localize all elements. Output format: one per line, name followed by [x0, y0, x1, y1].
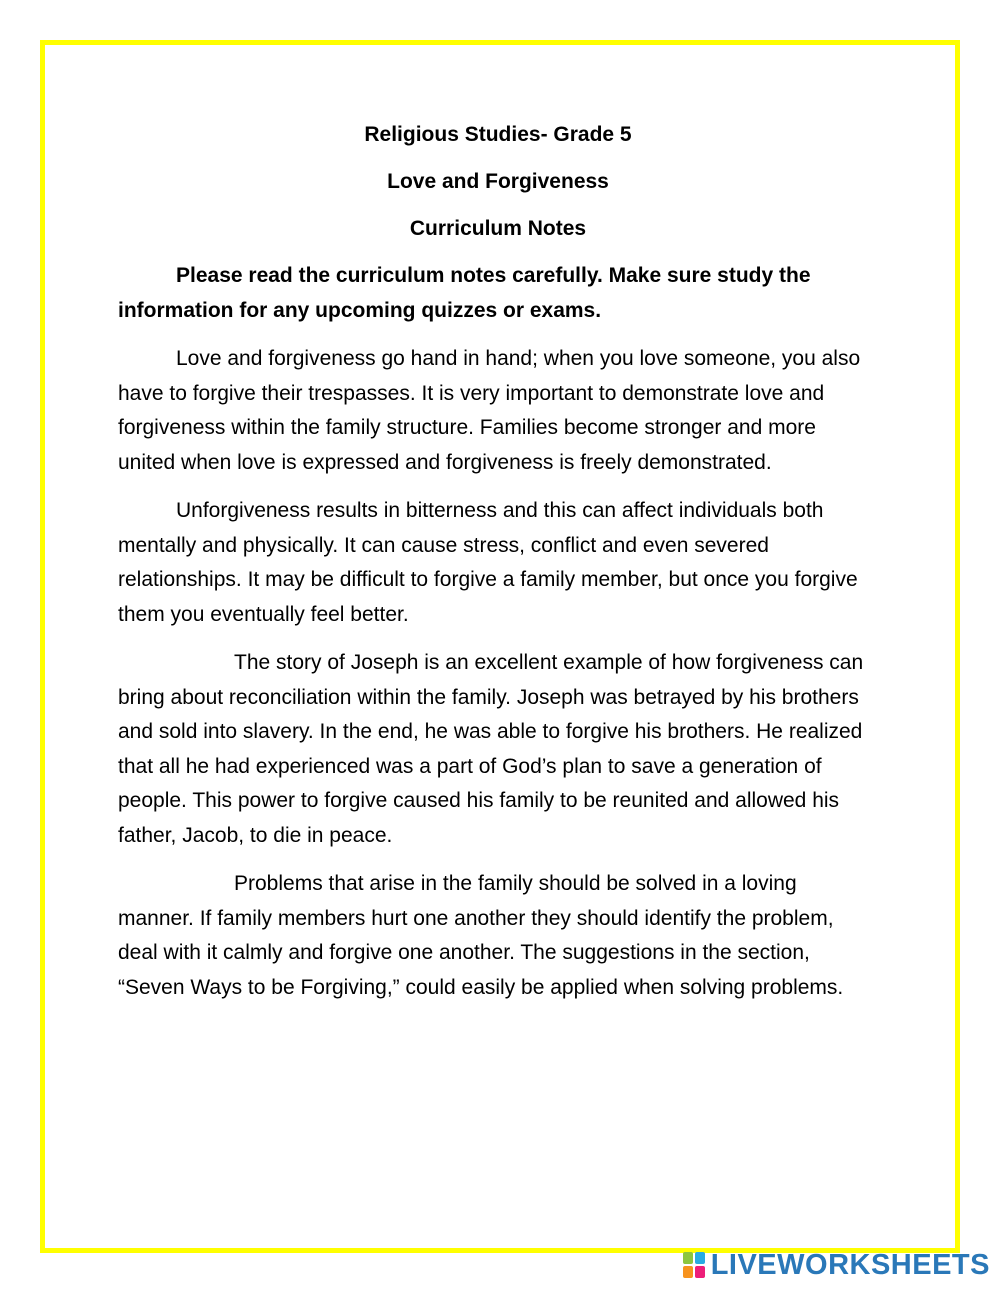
topic-title: Love and Forgiveness [387, 170, 609, 193]
logo-square-blue [695, 1252, 705, 1264]
paragraph-joseph-story: The story of Joseph is an excellent example of how forgiveness can bring about reconciliation within the family. Joseph was betrayed by his brothers and sold into slavery. In the end, he was able to forgive his brothers. He realized that all he had experienced was a part of God’s plan to save a generation of people. This power to forgive caused his family to be reunited and allowed his father, Jacob, to die in peace. [118, 651, 864, 847]
paragraph-unforgiveness: Unforgiveness results in bitterness and this can affect individuals both mentally and physically. It can cause stress, conflict and even severed relationships. It may be difficult to forgive a family member, but once you forgive them you eventually feel better. [118, 499, 858, 626]
brand-name: LIVEWORKSHEETS [710, 1248, 990, 1281]
logo-square-pink [695, 1266, 705, 1278]
course-title: Religious Studies- Grade 5 [364, 123, 632, 146]
notes-title: Curriculum Notes [409, 217, 587, 240]
logo-square-orange [683, 1266, 693, 1278]
curriculum-notes-document [118, 118, 878, 1019]
paragraph-family-problems: Problems that arise in the family should be solved in a loving manner. If family members hurt one another they should identify the problem, deal with it calmly and forgive one another. The suggestions in the section, “Seven Ways to be Forgiving,” could easily be applied when solving problems. [118, 872, 844, 999]
liveworksheets-logo [683, 1245, 990, 1285]
logo-square-green [683, 1252, 693, 1264]
instructions-paragraph: Please read the curriculum notes carefully. Make sure study the information for any upcoming quizzes or exams. [118, 264, 811, 322]
liveworksheets-logo-icon [683, 1252, 705, 1278]
paragraph-love-forgiveness: Love and forgiveness go hand in hand; when you love someone, you also have to forgive their trespasses. It is very important to demonstrate love and forgiveness within the family structure. Families become stronger and more united when love is expressed and forgiveness is freely demonstrated. [118, 347, 861, 474]
